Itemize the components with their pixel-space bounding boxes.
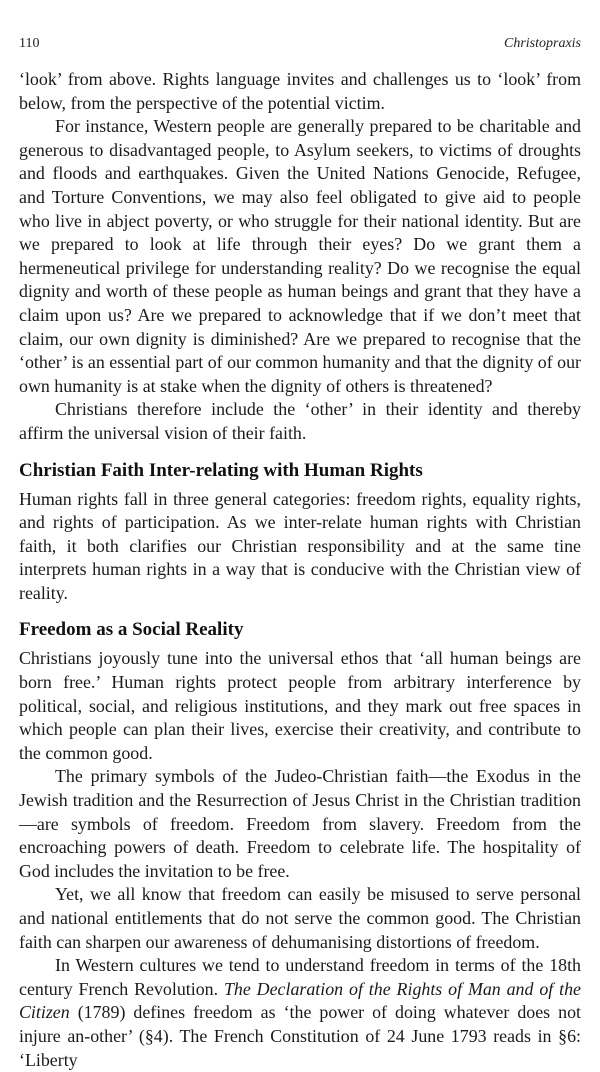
section2-paragraph-2: The primary symbols of the Judeo-Christian faith—the Exodus in the Jewish tradition and the Resurrection of Jesus Christ in the Christian tradition—are symbols of freedom. Freedom from slavery. Freedom from the encroaching powers of death. Freedom to celebrate life. The hospitality of God includes the invitation to be free. — [19, 766, 581, 881]
paragraph-text-end: (1789) defines freedom as ‘the power of doing whatever does not injure an-other’ (§4). The French Constitution of 24 June 1793 reads in §6: ‘Liberty — [19, 1002, 581, 1070]
body-paragraph-3: Christians therefore include the ‘other’ in their identity and thereby affirm the universal vision of their faith. — [19, 399, 581, 443]
body-paragraph-2: For instance, Western people are generally prepared to be charitable and generous to disadvantaged people, to Asylum seekers, to victims of droughts and floods and earthquakes. Given the United Nations Genocide, Refugee, and Torture Conventions, we may also feel obligated to give aid to people who live in abject poverty, or who struggle for their national identity. But are we prepared to look at life through their eyes? Do we grant them a hermeneutical privilege for understanding reality? Do we recognise the equal dignity and worth of these people as human beings and grant that they have a claim upon us? Are we prepared to acknowledge that if we don’t meet that claim, our own dignity is diminished? Are we prepared to recognise that the ‘other’ is an essential part of our common humanity and that the dignity of our own humanity is at stake when the dignity of others is threatened? — [19, 116, 581, 396]
section2-paragraph-4 — [19, 954, 581, 1072]
section2-paragraph-1: Christians joyously tune into the universal ethos that ‘all human beings are born free.’ Human rights protect people from arbitrary interference by political, social, and religious institutions, and they mark out free spaces in which people can plan their lives, exercise their creativity, and contribute to the common good. — [19, 648, 581, 763]
section-heading-christian-faith: Christian Faith Inter-relating with Human Rights — [19, 459, 423, 481]
section2-paragraph-3: Yet, we all know that freedom can easily be misused to serve personal and national entitlements that do not serve the common good. The Christian faith can sharpen our awareness of dehumanising distortions of freedom. — [19, 884, 581, 952]
section-heading-freedom: Freedom as a Social Reality — [19, 619, 244, 641]
running-head — [19, 36, 581, 52]
running-title: Christopraxis — [503, 36, 581, 51]
declaration-title: The Declaration of the Rights of Man and of the Citizen — [19, 978, 581, 1023]
body-paragraph-1: ‘look’ from above. Rights language invites and challenges us to ‘look’ from below, from the perspective of the potential victim. — [19, 69, 581, 113]
page-number: 110 — [19, 36, 40, 51]
section1-paragraph-1: Human rights fall in three general categories: freedom rights, equality rights, and rights of participation. As we inter-relate human rights with Christian faith, it both clarifies our Christian responsibility and at the same tine interprets human rights in a way that is conducive with the Christian view of reality. — [19, 488, 581, 603]
paragraph-text-start: In Western cultures we tend to understand freedom in terms of the 18th century French Revolution. — [19, 955, 581, 999]
book-page — [19, 36, 581, 1072]
